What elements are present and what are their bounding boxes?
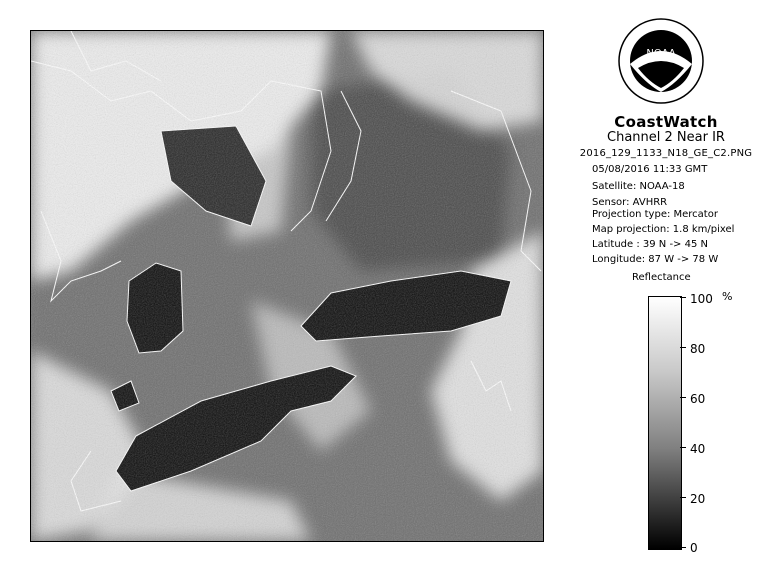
image-filename: 2016_129_1133_N18_GE_C2.PNG <box>579 148 753 159</box>
colorbar-tick-label: 60 <box>690 392 706 406</box>
colorbar-tick <box>680 297 686 298</box>
image-texture <box>31 31 543 541</box>
colorbar-tick <box>680 547 686 548</box>
colorbar-tick-label: 80 <box>690 342 706 356</box>
legend-unit: % <box>722 290 733 303</box>
colorbar-tick <box>680 347 686 348</box>
satellite-image <box>30 30 544 542</box>
colorbar-tick-label: 100 <box>690 292 713 306</box>
colorbar-tick <box>680 447 686 448</box>
map-projection: Map projection: 1.8 km/pixel <box>592 224 735 235</box>
colorbar-tick <box>680 397 686 398</box>
map-svg <box>31 31 543 541</box>
sensor-label: Sensor: AVHRR <box>592 197 668 208</box>
legend-title: Reflectance <box>632 272 691 283</box>
latitude-range: Latitude : 39 N -> 45 N <box>592 239 708 250</box>
colorbar-tick <box>680 497 686 498</box>
svg-text:NOAA: NOAA <box>646 48 676 59</box>
app-title: CoastWatch <box>614 113 718 131</box>
noaa-logo-icon <box>618 18 704 104</box>
date-time: 05/08/2016 11:33 GMT <box>592 164 708 175</box>
satellite-label: Satellite: NOAA-18 <box>592 181 685 192</box>
reflectance-colorbar <box>648 296 682 550</box>
colorbar-tick-label: 0 <box>690 541 698 555</box>
channel-subtitle: Channel 2 Near IR <box>607 130 725 145</box>
longitude-range: Longitude: 87 W -> 78 W <box>592 254 719 265</box>
colorbar-tick-label: 20 <box>690 492 706 506</box>
projection-type: Projection type: Mercator <box>592 209 718 220</box>
colorbar-tick-label: 40 <box>690 442 706 456</box>
